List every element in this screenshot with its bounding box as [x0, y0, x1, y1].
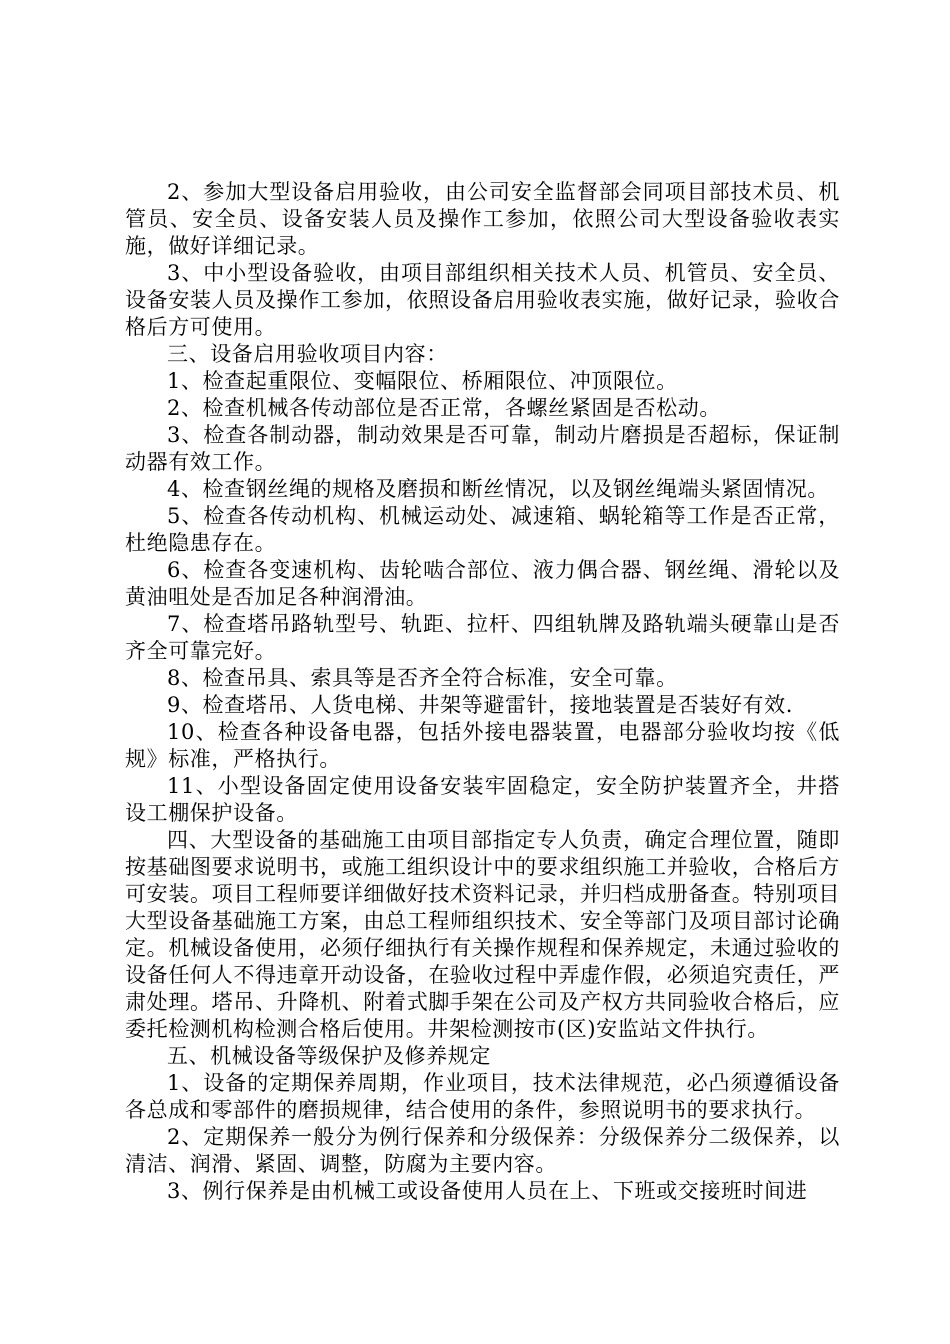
checklist-item-10: 10、检查各种设备电器，包括外接电器装置，电器部分验收均按《低规》标准，严格执行。	[125, 720, 840, 771]
checklist-item-3: 3、检查各制动器，制动效果是否可靠，制动片磨损是否超标，保证制动器有效工作。	[125, 423, 840, 474]
section-heading-5-maintenance-rules: 五、机械设备等级保护及修养规定	[167, 1044, 491, 1068]
checklist-item-2: 2、检查机械各传动部位是否正常，各螺丝紧固是否松动。	[167, 396, 721, 420]
checklist-item-6: 6、检查各变速机构、齿轮啮合部位、液力偶合器、钢丝绳、滑轮以及黄油咀处是否加足各种润滑油。	[125, 558, 840, 609]
maintenance-item-3: 3、例行保养是由机械工或设备使用人员在上、下班或交接班时间进	[167, 1179, 808, 1203]
section-4-foundation-construction: 四、大型设备的基础施工由项目部指定专人负责，确定合理位置，随即按基础图要求说明书，或施工组织设计中的要求组织施工并验收，合格后方可安装。项目工程师要详细做好技术资料记录，并归档成册备查。特别项目大型设备基础施工方案，由总工程师组织技术、安全等部门及项目部讨论确定。机械设备使用，必须仔细执行有关操作规程和保养规定，未通过验收的设备任何人不得违章开动设备，在验收过程中弄虚作假，必须追究责任，严肃处理。塔吊、升降机、附着式脚手架在公司及产权方共同验收合格后，应委托检测机构检测合格后使用。井架检测按市(区)安监站文件执行。	[125, 828, 840, 1041]
checklist-item-8: 8、检查吊具、索具等是否齐全符合标准，安全可靠。	[167, 666, 678, 690]
checklist-item-1: 1、检查起重限位、变幅限位、桥厢限位、冲顶限位。	[167, 369, 678, 393]
maintenance-item-1: 1、设备的定期保养周期，作业项目，技术法律规范，必凸须遵循设备各总成和零部件的磨损规律，结合使用的条件，参照说明书的要求执行。	[125, 1071, 840, 1122]
checklist-item-4: 4、检查钢丝绳的规格及磨损和断丝情况，以及钢丝绳端头紧固情况。	[167, 477, 829, 501]
paragraph-item-3-small-medium-equipment-acceptance: 3、中小型设备验收，由项目部组织相关技术人员、机管员、安全员、设备安装人员及操作工参加，依照设备启用验收表实施，做好记录，验收合格后方可使用。	[125, 261, 840, 339]
section-heading-3-acceptance-items: 三、设备启用验收项目内容：	[167, 342, 448, 366]
checklist-item-5: 5、检查各传动机构、机械运动处、减速箱、蜗轮箱等工作是否正常，杜绝隐患存在。	[125, 504, 840, 555]
paragraph-item-2-large-equipment-acceptance: 2、参加大型设备启用验收，由公司安全监督部会同项目部技术员、机管员、安全员、设备安装人员及操作工参加，依照公司大型设备验收表实施，做好详细记录。	[125, 180, 840, 258]
maintenance-item-2: 2、定期保养一般分为例行保养和分级保养：分级保养分二级保养，以清洁、润滑、紧固、调整，防腐为主要内容。	[125, 1125, 840, 1176]
checklist-item-7: 7、检查塔吊路轨型号、轨距、拉杆、四组轨牌及路轨端头硬靠山是否齐全可靠完好。	[125, 612, 840, 663]
document-body	[125, 179, 840, 1205]
checklist-item-11: 11、小型设备固定使用设备安装牢固稳定，安全防护装置齐全，井搭设工棚保护设备。	[125, 774, 840, 825]
checklist-item-9: 9、检查塔吊、人货电梯、井架等避雷针，接地装置是否装好有效.	[167, 693, 794, 717]
